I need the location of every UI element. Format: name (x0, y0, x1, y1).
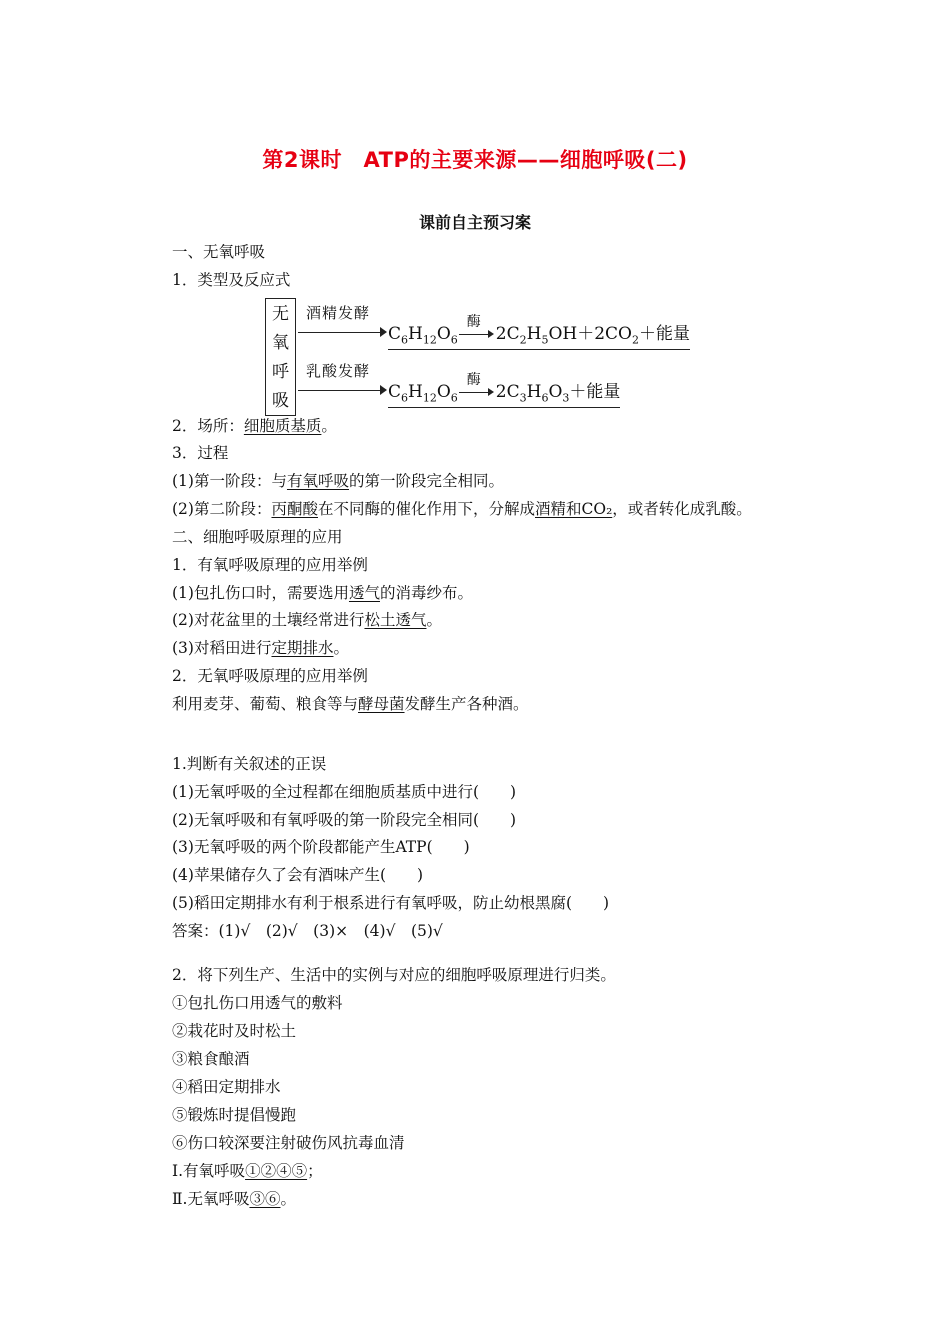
classify-heading: 2．将下列生产、生活中的实例与对应的细胞呼吸原理进行归类。 (172, 966, 616, 984)
branch-arrow-line (298, 332, 384, 333)
box-char: 呼 (272, 361, 289, 382)
answer-blank: 酒精和CO₂ (535, 500, 613, 518)
answer-blank: 丙酮酸 (271, 500, 318, 518)
judge-item: (5)稻田定期排水有利于根系进行有氧呼吸，防止幼根黑腐( ) (172, 894, 610, 912)
judge-item: (1)无氧呼吸的全过程都在细胞质基质中进行( ) (172, 783, 517, 801)
enzyme-arrow (458, 371, 496, 403)
page-title: 第2课时 ATP的主要来源——细胞呼吸(二) (262, 148, 688, 172)
answer-blank: 细胞质基质 (243, 417, 322, 435)
arrow-head-icon (380, 327, 387, 337)
item-location: 2．场所：细胞质基质。 (172, 417, 337, 435)
classify-answer-anaerobic: Ⅱ.无氧呼吸③⑥。 (172, 1190, 296, 1208)
lactic-fermentation-branch (296, 360, 736, 410)
anaerobic-respiration-box (265, 298, 296, 416)
anaerobic-reaction-diagram (265, 298, 735, 416)
aerobic-example-2: (2)对花盆里的土壤经常进行松土透气。 (172, 611, 442, 629)
arrow-head-icon (380, 385, 387, 395)
answer-blank: 松土透气 (364, 611, 427, 629)
classify-item: ①包扎伤口用透气的敷料 (172, 994, 343, 1012)
answer-blank: ③⑥ (249, 1190, 281, 1208)
lactic-fermentation-equation: $C_6H_{12}O_6$ 酶 $2C_3H_6O_3+$能量 (388, 377, 620, 408)
classify-item: ②栽花时及时松土 (172, 1022, 297, 1040)
box-char: 吸 (272, 390, 289, 411)
aerobic-example-3: (3)对稻田进行定期排水。 (172, 639, 349, 657)
energy-label: 能量 (655, 324, 690, 344)
classify-answer-aerobic: Ⅰ.有氧呼吸①②④⑤； (172, 1162, 323, 1180)
alcohol-fermentation-branch (296, 302, 736, 352)
judge-answer: 答案：(1)√ (2)√ (3)× (4)√ (5)√ (172, 922, 443, 940)
alcohol-fermentation-equation: $C_6H_{12}O_6$ 酶 $2C_2H_5OH+2CO_2+$能量 (388, 319, 690, 350)
anaerobic-example: 利用麦芽、葡萄、粮食等与酵母菌发酵生产各种酒。 (172, 695, 529, 713)
answer-blank: ①②④⑤ (245, 1162, 308, 1180)
section-subtitle: 课前自主预习案 (418, 213, 531, 232)
answer-blank: 酵母菌 (358, 695, 405, 713)
classify-item: ④稻田定期排水 (172, 1078, 281, 1096)
item-process: 3．过程 (172, 444, 229, 462)
aerobic-application-heading: 1．有氧呼吸原理的应用举例 (172, 556, 368, 574)
branch-arrow-line (298, 390, 384, 391)
process-step-2: (2)第二阶段：丙酮酸在不同酶的催化作用下，分解成酒精和CO₂，或者转化成乳酸。 (172, 500, 752, 518)
enzyme-arrow (458, 313, 496, 345)
classify-item: ⑥伤口较深要注射破伤风抗毒血清 (172, 1134, 405, 1152)
judge-heading: 1.判断有关叙述的正误 (172, 755, 327, 773)
answer-blank: 有氧呼吸 (286, 472, 349, 490)
judge-item: (2)无氧呼吸和有氧呼吸的第一阶段完全相同( ) (172, 811, 517, 829)
answer-blank: 透气 (348, 584, 380, 602)
box-char: 无 (272, 303, 289, 324)
judge-item: (4)苹果储存久了会有酒味产生( ) (172, 866, 424, 884)
item-types-reactions: 1．类型及反应式 (172, 271, 291, 289)
alcohol-fermentation-label: 酒精发酵 (306, 304, 371, 322)
classify-item: ③粮食酿酒 (172, 1050, 250, 1068)
judge-item: (3)无氧呼吸的两个阶段都能产生ATP( ) (172, 838, 470, 856)
section1-heading: 一、无氧呼吸 (172, 243, 266, 261)
answer-blank: 定期排水 (271, 639, 334, 657)
box-char: 氧 (272, 332, 289, 353)
enzyme-label: 酶 (466, 371, 481, 388)
aerobic-example-1: (1)包扎伤口时，需要选用透气的消毒纱布。 (172, 584, 473, 602)
process-step-1: (1)第一阶段：与有氧呼吸的第一阶段完全相同。 (172, 472, 504, 490)
energy-label: 能量 (586, 382, 621, 402)
classify-item: ⑤锻炼时提倡慢跑 (172, 1106, 297, 1124)
section2-heading: 二、细胞呼吸原理的应用 (172, 528, 343, 546)
anaerobic-application-heading: 2．无氧呼吸原理的应用举例 (172, 667, 368, 685)
enzyme-label: 酶 (466, 313, 481, 330)
lactic-fermentation-label: 乳酸发酵 (306, 362, 371, 380)
